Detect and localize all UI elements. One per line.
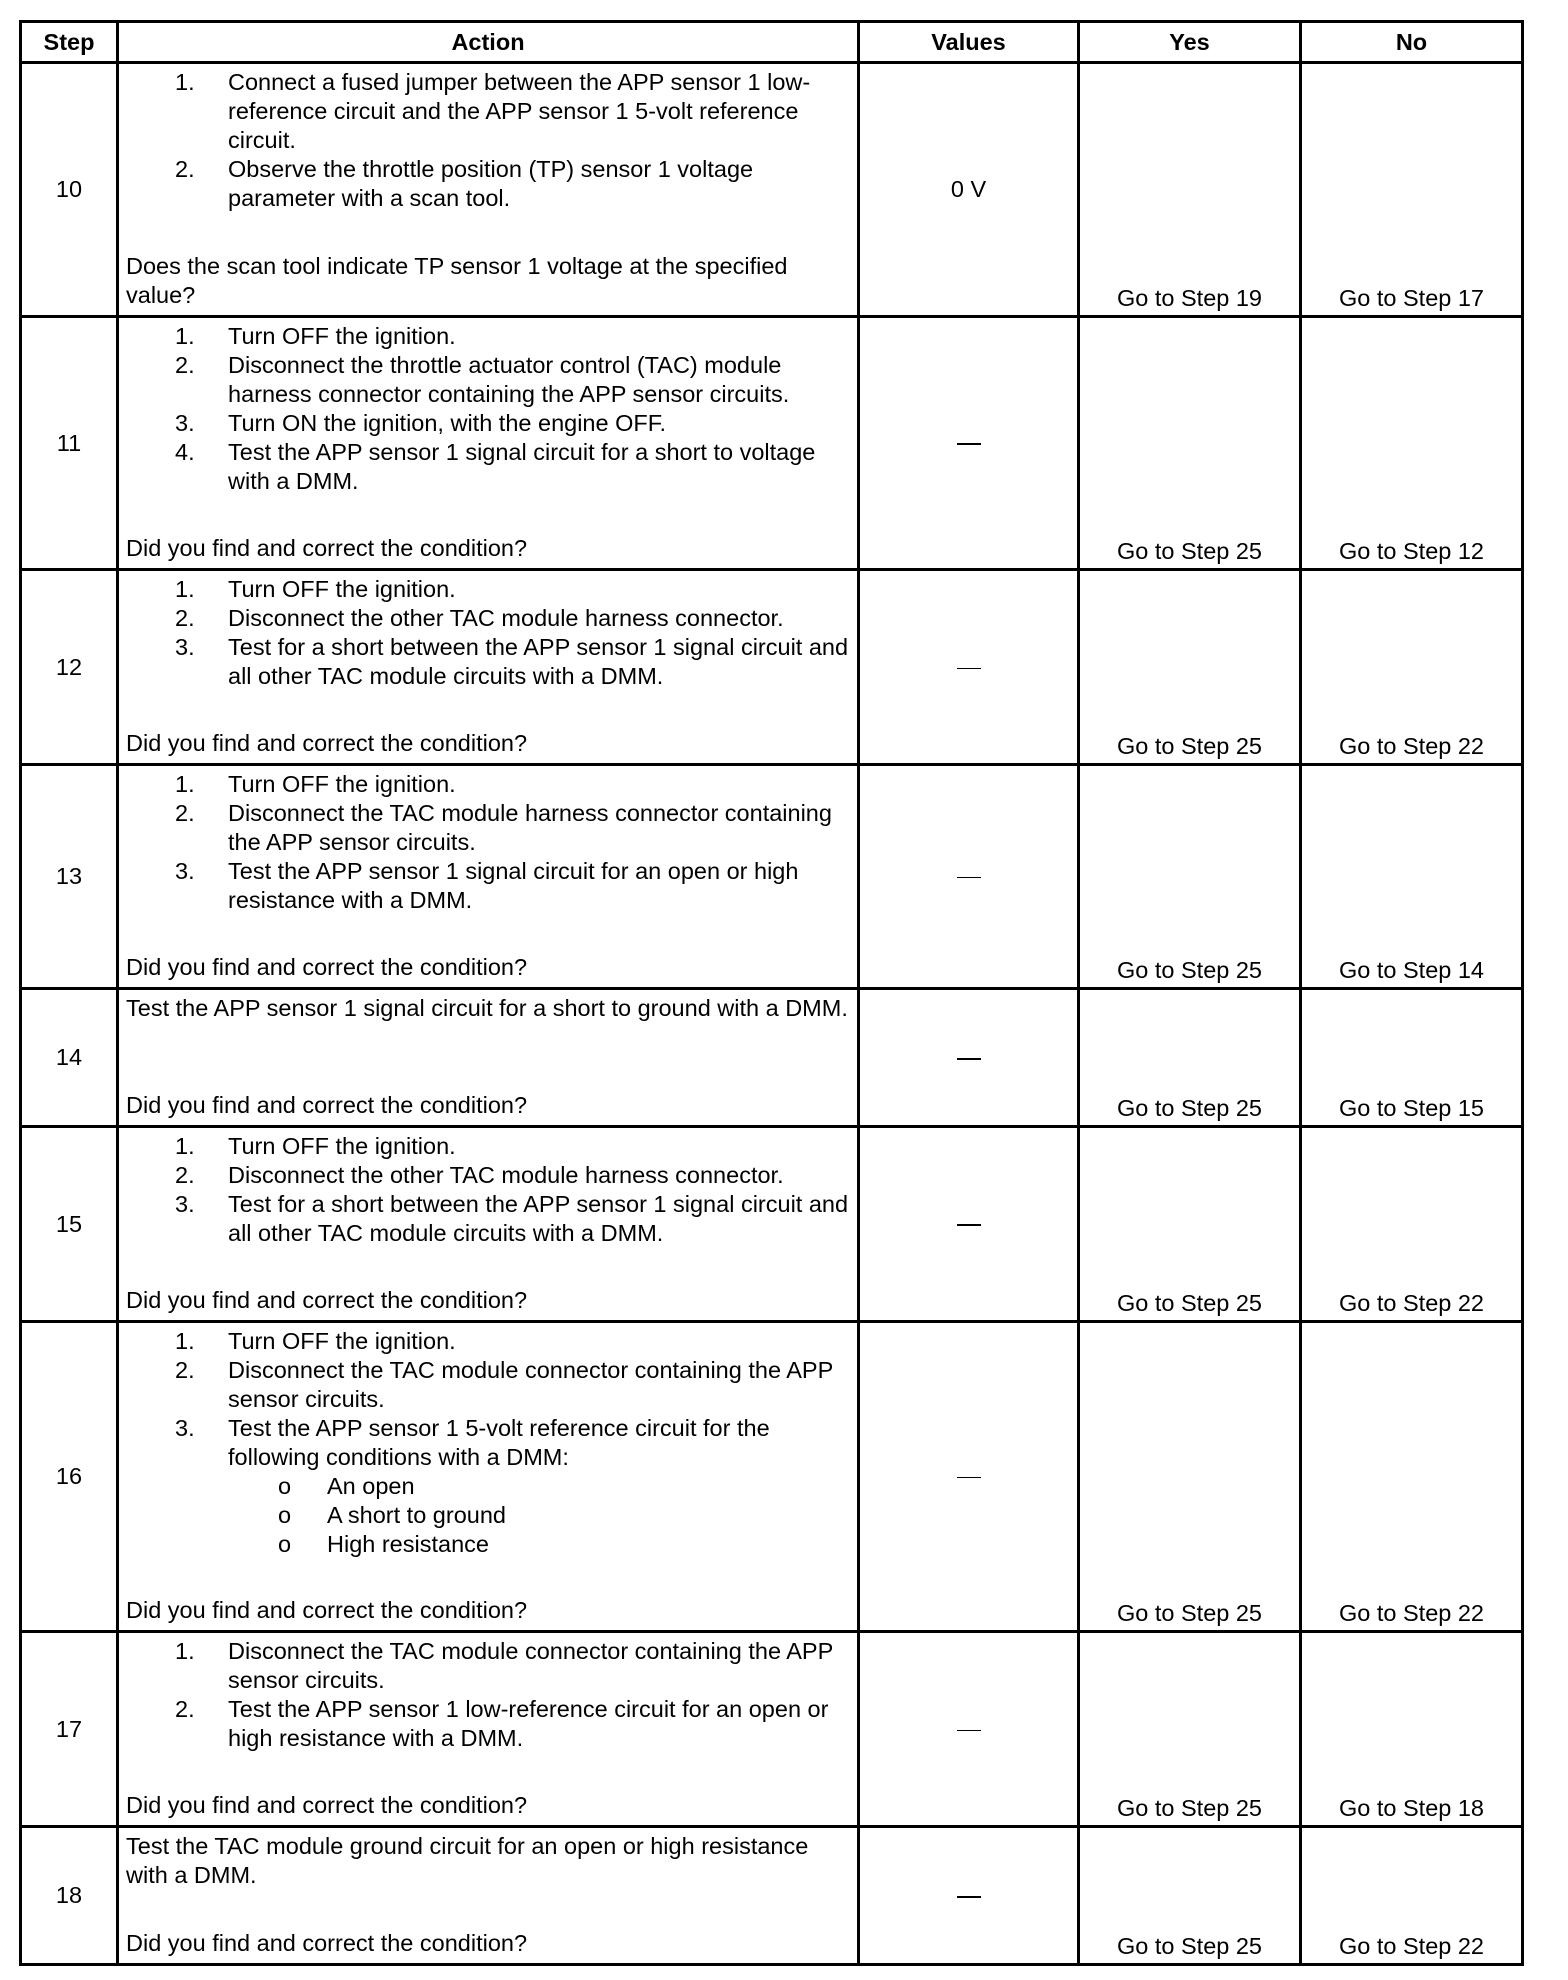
value-cell: 0 V (859, 63, 1079, 317)
action-step: Disconnect the TAC module harness connector containing the APP sensor circuits. (228, 800, 832, 855)
no-cell: Go to Step 15 (1301, 989, 1523, 1127)
action-step: Disconnect the other TAC module harness connector. (228, 605, 784, 631)
yes-cell: Go to Step 25 (1079, 989, 1301, 1127)
table-row (21, 317, 1523, 570)
action-step: Turn OFF the ignition. (228, 576, 456, 602)
action-step (228, 1414, 851, 1472)
no-cell: Go to Step 22 (1301, 570, 1523, 765)
action-steps (126, 770, 851, 915)
action-cell (118, 765, 859, 989)
action-step: Test the APP sensor 1 low-reference circuit for an open or high resistance with a DMM. (228, 1696, 829, 1751)
condition-list (126, 1472, 851, 1559)
action-step: Disconnect the TAC module connector containing the APP sensor circuits. (228, 1638, 833, 1693)
action-step-text: Test the APP sensor 1 5-volt reference circuit for the following conditions with a DMM: (228, 1415, 770, 1470)
action-steps (126, 1132, 851, 1248)
action-step: Turn OFF the ignition. (228, 771, 456, 797)
no-cell: Go to Step 22 (1301, 1127, 1523, 1322)
empty-value-dash (957, 1896, 981, 1898)
action-step: Test for a short between the APP sensor 1 signal circuit and all other TAC module circuits with a DMM. (228, 634, 849, 689)
empty-value-dash (957, 1477, 981, 1478)
empty-value-dash (957, 1058, 981, 1060)
action-cell (118, 989, 859, 1127)
header-row (21, 22, 1523, 63)
header-action: Action (118, 22, 859, 63)
action-step: Turn ON the ignition, with the engine OFF. (228, 410, 667, 436)
condition-item: o An open (327, 1472, 851, 1501)
action-question: Did you find and correct the condition? (126, 1597, 528, 1623)
action-step: Observe the throttle position (TP) sensor 1 voltage parameter with a scan tool. (228, 156, 754, 211)
table-row (21, 1127, 1523, 1322)
value-cell (859, 1322, 1079, 1632)
step-number: 14 (21, 989, 118, 1127)
table-row (21, 765, 1523, 989)
action-cell (118, 1632, 859, 1827)
empty-value-dash (957, 668, 981, 669)
action-cell (118, 63, 859, 317)
action-step: Disconnect the TAC module connector containing the APP sensor circuits. (228, 1357, 833, 1412)
table-row (21, 1632, 1523, 1827)
empty-value-dash (957, 1730, 981, 1731)
action-step: Disconnect the other TAC module harness connector. (228, 1162, 784, 1188)
step-number: 13 (21, 765, 118, 989)
no-cell: Go to Step 12 (1301, 317, 1523, 570)
value-cell (859, 989, 1079, 1127)
table-row (21, 1827, 1523, 1965)
no-cell: Go to Step 18 (1301, 1632, 1523, 1827)
empty-value-dash (957, 1224, 981, 1226)
action-cell (118, 317, 859, 570)
yes-cell: Go to Step 25 (1079, 1127, 1301, 1322)
action-cell (118, 570, 859, 765)
header-no: No (1301, 22, 1523, 63)
action-steps (126, 68, 851, 213)
step-number: 15 (21, 1127, 118, 1322)
empty-value-dash (957, 877, 981, 878)
yes-cell: Go to Step 25 (1079, 570, 1301, 765)
yes-cell: Go to Step 25 (1079, 317, 1301, 570)
step-number: 18 (21, 1827, 118, 1965)
value-cell (859, 1632, 1079, 1827)
action-question: Did you find and correct the condition? (126, 954, 528, 980)
header-yes: Yes (1079, 22, 1301, 63)
table-row (21, 63, 1523, 317)
header-values: Values (859, 22, 1079, 63)
value-cell (859, 765, 1079, 989)
table-row (21, 1322, 1523, 1632)
no-cell: Go to Step 17 (1301, 63, 1523, 317)
value-cell (859, 1127, 1079, 1322)
action-step: Test the APP sensor 1 signal circuit for an open or high resistance with a DMM. (228, 858, 799, 913)
action-question: Did you find and correct the condition? (126, 1092, 528, 1118)
header-step: Step (21, 22, 118, 63)
action-steps (126, 575, 851, 691)
action-step: Turn OFF the ignition. (228, 1133, 456, 1159)
action-question: Did you find and correct the condition? (126, 1287, 528, 1313)
action-question: Did you find and correct the condition? (126, 1792, 528, 1818)
empty-value-dash (957, 443, 981, 445)
action-step: Disconnect the throttle actuator control (TAC) module harness connector containing the APP sensor circuits. (228, 352, 790, 407)
condition-item: o A short to ground (327, 1501, 851, 1530)
yes-cell: Go to Step 25 (1079, 1827, 1301, 1965)
action-text: Test the TAC module ground circuit for an open or high resistance with a DMM. (126, 1833, 809, 1888)
value-cell (859, 570, 1079, 765)
no-cell: Go to Step 14 (1301, 765, 1523, 989)
action-step: Connect a fused jumper between the APP sensor 1 low-reference circuit and the APP sensor 1 5-volt reference circuit. (228, 69, 811, 153)
yes-cell: Go to Step 25 (1079, 1322, 1301, 1632)
diagnostic-table (19, 20, 1524, 1966)
step-number: 11 (21, 317, 118, 570)
action-steps (126, 1327, 851, 1472)
action-question: Did you find and correct the condition? (126, 535, 528, 561)
action-step: Turn OFF the ignition. (228, 323, 456, 349)
action-step: Turn OFF the ignition. (228, 1328, 456, 1354)
action-question: Did you find and correct the condition? (126, 1930, 528, 1956)
table-row (21, 570, 1523, 765)
value-cell (859, 1827, 1079, 1965)
action-question: Does the scan tool indicate TP sensor 1 voltage at the specified value? (126, 253, 788, 308)
action-steps (126, 322, 851, 496)
yes-cell: Go to Step 25 (1079, 765, 1301, 989)
action-cell (118, 1827, 859, 1965)
no-cell: Go to Step 22 (1301, 1322, 1523, 1632)
action-steps (126, 1637, 851, 1753)
yes-cell: Go to Step 25 (1079, 1632, 1301, 1827)
action-steps-block (126, 1327, 851, 1559)
action-cell (118, 1127, 859, 1322)
step-number: 12 (21, 570, 118, 765)
action-step: Test for a short between the APP sensor 1 signal circuit and all other TAC module circuits with a DMM. (228, 1191, 849, 1246)
condition-item: o High resistance (327, 1530, 851, 1559)
step-number: 17 (21, 1632, 118, 1827)
value-cell (859, 317, 1079, 570)
no-cell: Go to Step 22 (1301, 1827, 1523, 1965)
yes-cell: Go to Step 19 (1079, 63, 1301, 317)
action-step: Test the APP sensor 1 signal circuit for a short to voltage with a DMM. (228, 439, 816, 494)
table-row (21, 989, 1523, 1127)
action-text: Test the APP sensor 1 signal circuit for a short to ground with a DMM. (126, 995, 848, 1021)
action-cell (118, 1322, 859, 1632)
step-number: 10 (21, 63, 118, 317)
step-number: 16 (21, 1322, 118, 1632)
action-question: Did you find and correct the condition? (126, 730, 528, 756)
